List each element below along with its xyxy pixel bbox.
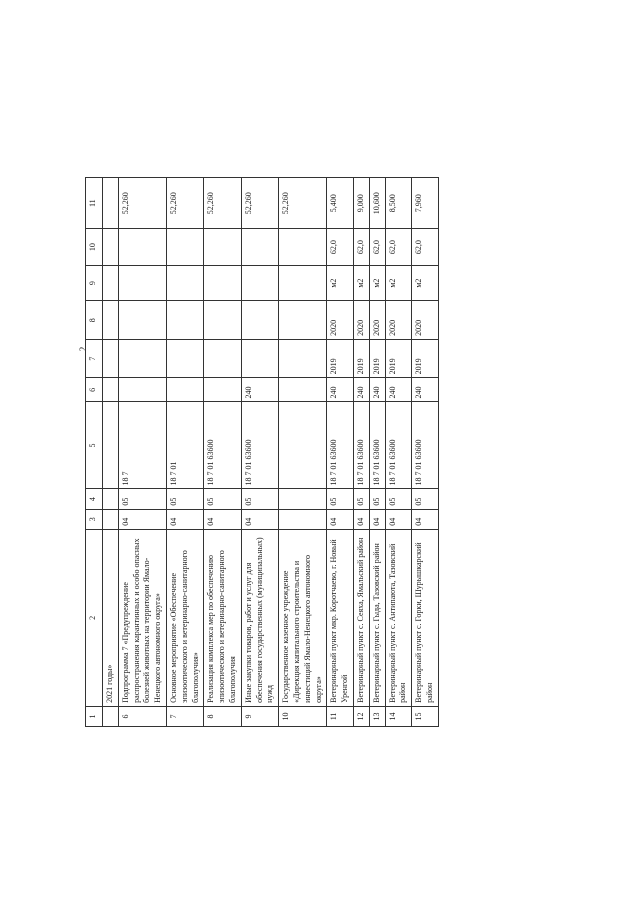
column-header: 11 <box>86 178 103 229</box>
table-cell: м2 <box>353 265 369 301</box>
table-cell: 04 <box>166 509 203 529</box>
table-cell: Иные закупки товаров, работ и услуг для обеспечения государственных (муниципальных) нужд <box>241 529 278 706</box>
table-cell <box>166 301 203 339</box>
table-cell: Ветеринарный пункт с. Сеяха, Ямальский район <box>353 529 369 706</box>
table-cell: 18 7 01 63600 <box>241 402 278 489</box>
table-cell <box>166 229 203 265</box>
table-cell: 05 <box>369 489 385 509</box>
table-cell <box>279 489 327 509</box>
table-cell: 6 <box>118 706 166 726</box>
table-cell: 52,260 <box>279 178 327 229</box>
table-cell: 7 <box>166 706 203 726</box>
rotated-table-container <box>85 177 555 727</box>
table-cell: 2019 <box>353 339 369 377</box>
table-cell: 04 <box>241 509 278 529</box>
column-header: 7 <box>86 339 103 377</box>
table-cell: 18 7 <box>118 402 166 489</box>
table-cell: 18 7 01 63600 <box>412 402 439 489</box>
table-cell <box>103 229 119 265</box>
table-row <box>118 178 166 727</box>
table-row <box>353 178 369 727</box>
table-cell <box>279 378 327 402</box>
table-cell: 62,0 <box>369 229 385 265</box>
table-cell: 52,260 <box>118 178 166 229</box>
table-cell <box>166 378 203 402</box>
column-header: 9 <box>86 265 103 301</box>
table-cell: 2020 <box>353 301 369 339</box>
table-cell <box>103 378 119 402</box>
table-cell: 05 <box>118 489 166 509</box>
table-cell <box>118 229 166 265</box>
table-cell: 2021 годы» <box>103 529 119 706</box>
table-body <box>103 178 439 727</box>
table-cell <box>279 402 327 489</box>
table-cell: 14 <box>385 706 412 726</box>
table-cell: 05 <box>204 489 241 509</box>
table-row <box>385 178 412 727</box>
table-cell: 04 <box>327 509 354 529</box>
table-cell <box>103 301 119 339</box>
table-cell: 240 <box>241 378 278 402</box>
table-cell: 05 <box>241 489 278 509</box>
table-row <box>241 178 278 727</box>
column-header: 5 <box>86 402 103 489</box>
table-cell: 04 <box>353 509 369 529</box>
table-cell: 04 <box>412 509 439 529</box>
table-cell: м2 <box>385 265 412 301</box>
table-cell <box>241 339 278 377</box>
table-cell: 2020 <box>412 301 439 339</box>
table-cell: 04 <box>118 509 166 529</box>
table-cell <box>204 339 241 377</box>
table-cell: 04 <box>204 509 241 529</box>
table-cell: Государственное казенное учреждение «Дирекция капитального строительства и инвестиций Ямало-Ненецкого автономного округа» <box>279 529 327 706</box>
table-cell: 62,0 <box>327 229 354 265</box>
table-cell: м2 <box>412 265 439 301</box>
table-cell: Ветеринарный пункт с. Антипаюта, Тазовский район <box>385 529 412 706</box>
table-cell: м2 <box>369 265 385 301</box>
table-cell <box>204 301 241 339</box>
table-header <box>86 178 103 727</box>
table-cell: 2019 <box>412 339 439 377</box>
table-cell: 2020 <box>327 301 354 339</box>
table-cell: Реализация комплекса мер по обеспечению эпизоотического и ветеринарно-санитарного благополучия <box>204 529 241 706</box>
table-cell: 9 <box>241 706 278 726</box>
column-header: 6 <box>86 378 103 402</box>
table-cell <box>103 339 119 377</box>
table-cell: 10 <box>279 706 327 726</box>
table-cell: 2019 <box>385 339 412 377</box>
table-cell: 52,260 <box>204 178 241 229</box>
table-cell: 18 7 01 63600 <box>353 402 369 489</box>
table-cell <box>103 402 119 489</box>
table-row <box>369 178 385 727</box>
table-row <box>103 178 119 727</box>
table-cell: Подпрограмма 7 «Предупреждение распространения карантинных и особо опасных болезней животных на территории Ямало-Ненецкого автономного округа» <box>118 529 166 706</box>
table-row <box>279 178 327 727</box>
table-cell: 04 <box>369 509 385 529</box>
table-cell: 240 <box>327 378 354 402</box>
table-cell <box>279 509 327 529</box>
table-cell: 8 <box>204 706 241 726</box>
table-cell: 18 7 01 <box>166 402 203 489</box>
table-cell <box>204 378 241 402</box>
table-cell: 240 <box>385 378 412 402</box>
table-cell: 05 <box>412 489 439 509</box>
table-cell <box>241 301 278 339</box>
table-cell: 240 <box>353 378 369 402</box>
column-header: 1 <box>86 706 103 726</box>
table-cell <box>279 229 327 265</box>
table-cell: 18 7 01 63600 <box>327 402 354 489</box>
table-cell: 240 <box>412 378 439 402</box>
table-cell: Ветеринарный пункт с. Гыда, Тазовский район <box>369 529 385 706</box>
table-cell <box>166 339 203 377</box>
table-cell: 62,0 <box>412 229 439 265</box>
table-cell: 18 7 01 63600 <box>369 402 385 489</box>
table-cell: 18 7 01 63600 <box>204 402 241 489</box>
table-cell: 15 <box>412 706 439 726</box>
page-number: 2 <box>78 346 88 352</box>
table-cell: 5,400 <box>327 178 354 229</box>
column-header: 3 <box>86 509 103 529</box>
table-cell <box>241 265 278 301</box>
table-cell <box>103 489 119 509</box>
table-row <box>412 178 439 727</box>
table-cell: 9,000 <box>353 178 369 229</box>
table-cell <box>103 706 119 726</box>
table-cell: 62,0 <box>385 229 412 265</box>
table-cell <box>118 378 166 402</box>
table-cell: 8,500 <box>385 178 412 229</box>
table-cell <box>103 178 119 229</box>
table-cell: 05 <box>327 489 354 509</box>
table-cell: Ветеринарный пункт мкр. Коротчаево, г. Новый Уренгой <box>327 529 354 706</box>
table-cell: Основное мероприятие «Обеспечение эпизоотического и ветеринарно-санитарного благополучия» <box>166 529 203 706</box>
table-cell: 2019 <box>369 339 385 377</box>
table-row <box>166 178 203 727</box>
table-cell <box>118 301 166 339</box>
table-cell: 2020 <box>385 301 412 339</box>
table-cell <box>103 509 119 529</box>
table-cell: м2 <box>327 265 354 301</box>
table-cell: 04 <box>385 509 412 529</box>
table-cell <box>204 229 241 265</box>
table-cell <box>279 265 327 301</box>
table-cell: 05 <box>353 489 369 509</box>
table-cell <box>204 265 241 301</box>
budget-table <box>85 177 439 727</box>
table-cell: 05 <box>166 489 203 509</box>
table-cell: 62,0 <box>353 229 369 265</box>
table-cell: 12 <box>353 706 369 726</box>
table-cell <box>118 339 166 377</box>
table-cell: 13 <box>369 706 385 726</box>
table-cell <box>166 265 203 301</box>
table-cell: 52,260 <box>166 178 203 229</box>
table-cell: 2020 <box>369 301 385 339</box>
table-cell: 240 <box>369 378 385 402</box>
column-header: 4 <box>86 489 103 509</box>
table-cell: 7,960 <box>412 178 439 229</box>
table-cell <box>241 229 278 265</box>
table-row <box>327 178 354 727</box>
table-cell: 05 <box>385 489 412 509</box>
table-cell <box>279 301 327 339</box>
column-header: 2 <box>86 529 103 706</box>
header-row <box>86 178 103 727</box>
table-cell: 18 7 01 63600 <box>385 402 412 489</box>
table-cell: 10,600 <box>369 178 385 229</box>
table-cell: 52,260 <box>241 178 278 229</box>
table-row <box>204 178 241 727</box>
table-cell: Ветеринарный пункт с. Горки, Шурышкарский район <box>412 529 439 706</box>
table-cell: 2019 <box>327 339 354 377</box>
column-header: 8 <box>86 301 103 339</box>
table-cell: 11 <box>327 706 354 726</box>
table-cell <box>118 265 166 301</box>
table-cell <box>103 265 119 301</box>
column-header: 10 <box>86 229 103 265</box>
table-cell <box>279 339 327 377</box>
